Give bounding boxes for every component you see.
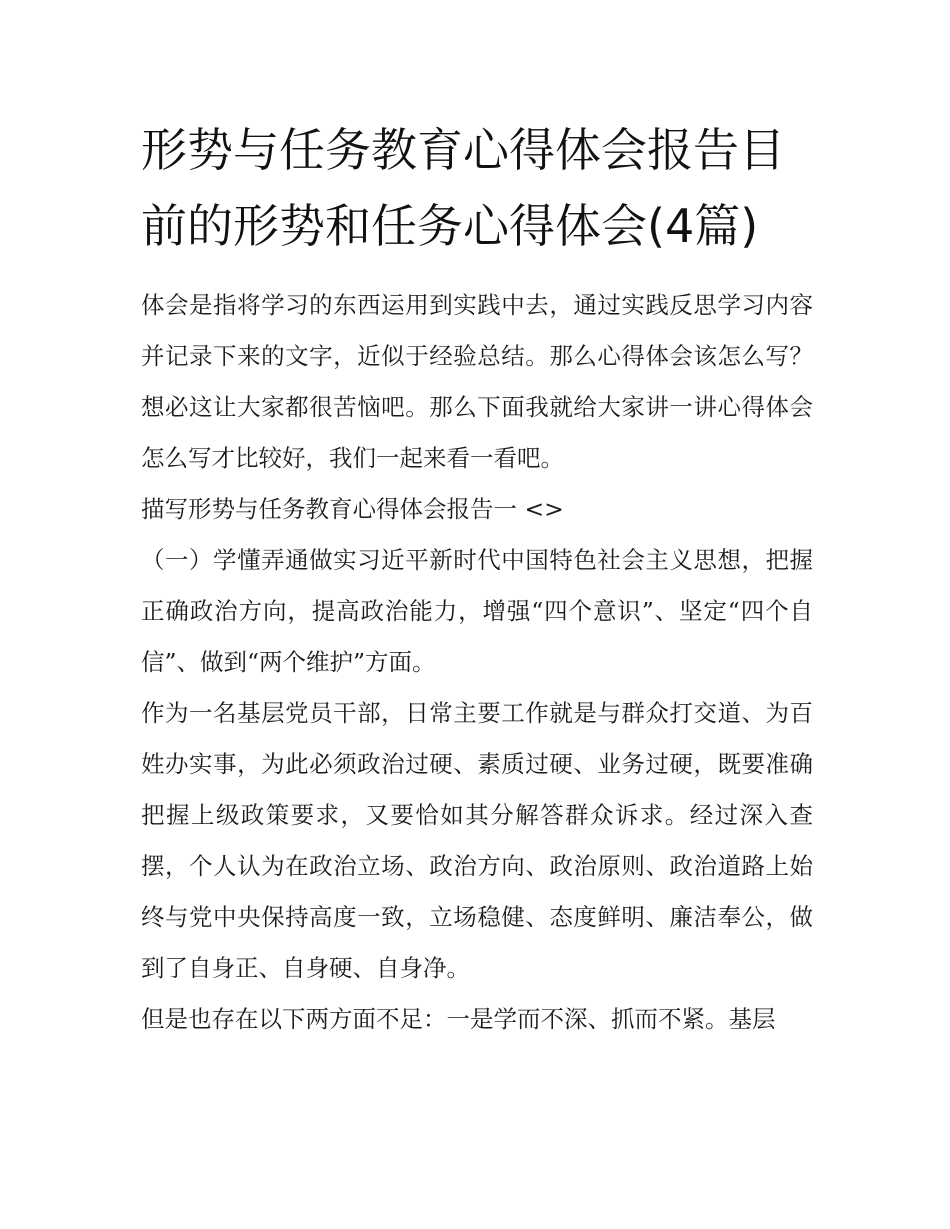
paragraph-intro: 体会是指将学习的东西运用到实践中去，通过实践反思学习内容并记录下来的文字，近似于经验总结。那么心得体会该怎么写？想必这让大家都很苦恼吧。那么下面我就给大家讲一讲心得体会怎么写才比较好，我们一起来看一看吧。 — [141, 291, 813, 472]
paragraph-point-one: （一）学懂弄通做实习近平新时代中国特色社会主义思想，把握正确政治方向，提高政治能力，增强“四个意识”、坚定“四个自信”、做到“两个维护”方面。 — [141, 546, 813, 676]
paragraph-body-1: 作为一名基层党员干部，日常主要工作就是与群众打交道、为百姓办实事，为此必须政治过硬、素质过硬、业务过硬，既要准确把握上级政策要求，又要恰如其分解答群众诉求。经过深入查摆，个人认为在政治立场、政治方向、政治原则、政治道路上始终与党中央保持高度一致，立场稳健、态度鲜明、廉洁奉公，做到了自身正、自身硬、自身净。 — [141, 699, 813, 982]
paragraph-section-heading: 描写形势与任务教育心得体会报告一 <> — [141, 495, 564, 523]
paragraph-body-2: 但是也存在以下两方面不足：一是学而不深、抓而不紧。基层 — [141, 1005, 776, 1033]
document-title: 形势与任务教育心得体会报告目前的形势和任务心得体会(4篇) — [141, 123, 785, 253]
document-body — [141, 112, 813, 1045]
